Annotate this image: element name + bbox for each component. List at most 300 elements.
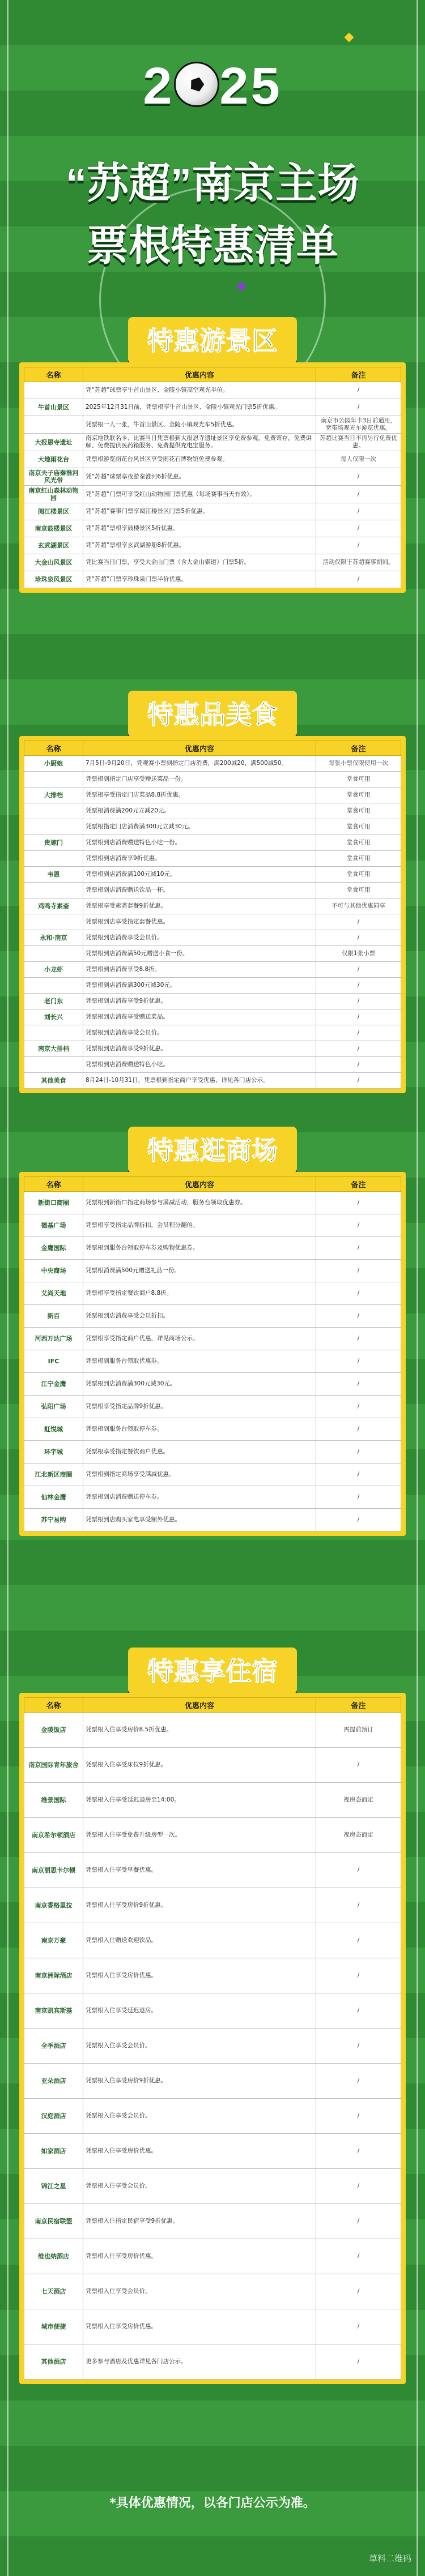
- row-note-cell: /: [316, 1192, 401, 1214]
- row-name-cell: 中央商场: [24, 1260, 83, 1282]
- row-offer-cell: 凭票根到店消费享受会员价。: [83, 930, 316, 946]
- row-name-cell: 阅江楼景区: [24, 503, 83, 520]
- row-note-cell: 不可与其他优惠同享: [316, 898, 401, 914]
- row-name-cell: 玄武湖景区: [24, 537, 83, 554]
- row-note-cell: /: [316, 1958, 401, 1993]
- row-offer-cell: 凭票根入住享受会员价。: [83, 2029, 316, 2064]
- row-name-cell: 大排档: [24, 788, 83, 803]
- table-row: [24, 994, 401, 1009]
- table-row: [24, 382, 401, 399]
- row-name-cell: 大金山风景区: [24, 554, 83, 571]
- row-offer-cell: 凭“苏超”球票享牛首山景区、金陵小镇高空观光半价。: [83, 382, 316, 399]
- hotel-table-wrap: [19, 1693, 406, 2384]
- row-name-cell: [24, 416, 83, 434]
- row-name-cell: [24, 851, 83, 867]
- col-offer-header: 优惠内容: [83, 367, 316, 382]
- table-row: [24, 486, 401, 503]
- row-note-cell: 每人仅限一次: [316, 451, 401, 468]
- row-offer-cell: 凭“苏超”票根享玄武湖游船8折优惠。: [83, 537, 316, 554]
- row-offer-cell: 凭票根到店消费满50元赠送小食一份。: [83, 946, 316, 962]
- table-row: [24, 914, 401, 930]
- row-offer-cell: 凭票根到店消费满300元减30元。: [83, 1373, 316, 1396]
- food-table-wrap: [19, 736, 406, 1093]
- row-note-cell: /: [316, 2169, 401, 2204]
- row-offer-cell: 凭票根到服务台领取停车券。: [83, 1418, 316, 1441]
- row-offer-cell: 凭票根到店消费赠送特色小吃一份。: [83, 835, 316, 851]
- row-name-cell: 刘长兴: [24, 1009, 83, 1025]
- table-row: [24, 1237, 401, 1260]
- row-name-cell: [24, 803, 83, 819]
- row-offer-cell: 凭票根入住享受房价优惠。: [83, 2134, 316, 2169]
- table-row: [24, 416, 401, 434]
- row-name-cell: 新百: [24, 1305, 83, 1328]
- table-row: [24, 1305, 401, 1328]
- hero-title-line1: “苏超”南京主场: [66, 160, 359, 207]
- row-name-cell: [24, 946, 83, 962]
- section-scenic-title: 特惠游景区: [128, 317, 297, 363]
- row-note-cell: /: [316, 962, 401, 978]
- row-name-cell: 南京香格里拉: [24, 1888, 83, 1923]
- row-note-cell: /: [316, 1025, 401, 1041]
- row-note-cell: /: [316, 2309, 401, 2344]
- table-row: [24, 930, 401, 946]
- table-row: [24, 819, 401, 835]
- row-name-cell: 苏宁易购: [24, 1509, 83, 1531]
- row-name-cell: 其他美食: [24, 1073, 83, 1089]
- section-scenic-head: [19, 317, 406, 363]
- table-row: [24, 867, 401, 883]
- table-row: [24, 1350, 401, 1373]
- row-note-cell: /: [316, 2239, 401, 2274]
- col-note-header: 备注: [316, 1698, 401, 1713]
- table-row: [24, 772, 401, 788]
- hero: [0, 0, 425, 317]
- row-note-cell: 活动仅限于苏超赛事期间。: [316, 554, 401, 571]
- row-offer-cell: 凭票根到店消费享受赠送菜品。: [83, 1009, 316, 1025]
- table-row: [24, 434, 401, 451]
- row-note-cell: 南京市公园年卡3日前通用，宽带场观光车游览优惠。: [316, 416, 401, 434]
- row-name-cell: 维也纳酒店: [24, 2239, 83, 2274]
- table-row: [24, 2169, 401, 2204]
- table-row: [24, 1328, 401, 1350]
- row-name-cell: [24, 914, 83, 930]
- row-offer-cell: 凭票根入住享受房价优惠。: [83, 2309, 316, 2344]
- section-food-head: [19, 691, 406, 737]
- row-name-cell: 南京大排档: [24, 1041, 83, 1057]
- row-note-cell: 堂食可用: [316, 819, 401, 835]
- row-note-cell: /: [316, 2099, 401, 2134]
- row-note-cell: /: [316, 1464, 401, 1486]
- row-note-cell: /: [316, 382, 401, 399]
- table-row: [24, 2239, 401, 2274]
- food-table: [24, 741, 401, 1089]
- row-offer-cell: 凭票根享受指定商户优惠，详见商场公示。: [83, 1328, 316, 1350]
- row-offer-cell: 凭票根到服务台领取优惠券。: [83, 1350, 316, 1373]
- table-row: [24, 1418, 401, 1441]
- row-offer-cell: 凭票根入住享受房价8.5折优惠。: [83, 1713, 316, 1748]
- table-row: [24, 2099, 401, 2134]
- row-offer-cell: 凭票根享受指定品牌折扣，会员积分翻倍。: [83, 1214, 316, 1237]
- row-offer-cell: 凭票根到店消费享受会员折扣。: [83, 1305, 316, 1328]
- field-sideline-left: [7, 0, 8, 2576]
- col-offer-header: 优惠内容: [83, 1177, 316, 1192]
- row-offer-cell: 凭票根享受素斋套餐9折优惠。: [83, 898, 316, 914]
- row-offer-cell: 凭票根到指定商场享受满减优惠。: [83, 1464, 316, 1486]
- table-row: [24, 1260, 401, 1282]
- table-row: [24, 1464, 401, 1486]
- row-note-cell: /: [316, 468, 401, 486]
- table-row: [24, 2274, 401, 2309]
- table-row: [24, 2064, 401, 2099]
- table-row: [24, 1748, 401, 1783]
- row-name-cell: 小龙虾: [24, 962, 83, 978]
- row-offer-cell: 凭票根到服务台领取停车券及购物优惠券。: [83, 1237, 316, 1260]
- row-note-cell: /: [316, 2274, 401, 2309]
- row-note-cell: /: [316, 1305, 401, 1328]
- row-offer-cell: 凭票根到店消费享9折优惠。: [83, 851, 316, 867]
- sparkle-icon: [345, 33, 354, 42]
- row-offer-cell: 凭“苏超”票根享鼓楼景区5折优惠。: [83, 520, 316, 537]
- row-name-cell: 亚朵酒店: [24, 2064, 83, 2099]
- shopping-table-wrap: [19, 1172, 406, 1536]
- table-row: [24, 962, 401, 978]
- col-name-header: 名称: [24, 1698, 83, 1713]
- row-note-cell: 需提前预订: [316, 1713, 401, 1748]
- row-offer-cell: 凭票根一人一张，牛首山景区、金陵小镇观光车5折优惠。: [83, 416, 316, 434]
- row-offer-cell: 凭票根享受指定餐饮商户优惠。: [83, 1441, 316, 1464]
- row-note-cell: 苏超比赛当日不再另行免费优惠。: [316, 434, 401, 451]
- row-offer-cell: 凭票根入住享受会员价。: [83, 2169, 316, 2204]
- row-name-cell: 锦江之星: [24, 2169, 83, 2204]
- row-note-cell: 堂食可用: [316, 883, 401, 898]
- table-row: [24, 1888, 401, 1923]
- row-offer-cell: 8月24日-10月31日，凭票根到指定商户享受优惠，详见各门店公示。: [83, 1073, 316, 1089]
- row-offer-cell: 凭票根到店消费赠送饮品一杯。: [83, 883, 316, 898]
- row-name-cell: [24, 978, 83, 994]
- row-note-cell: /: [316, 1486, 401, 1509]
- row-offer-cell: 凭票根到店消费享受9折优惠。: [83, 1041, 316, 1057]
- table-row: [24, 1025, 401, 1041]
- row-offer-cell: 凭票根入住享受免费升级房型一次。: [83, 1818, 316, 1853]
- row-note-cell: /: [316, 1260, 401, 1282]
- table-row: [24, 803, 401, 819]
- table-row: [24, 1192, 401, 1214]
- table-row: [24, 1073, 401, 1089]
- table-row: [24, 946, 401, 962]
- row-note-cell: /: [316, 1853, 401, 1888]
- row-offer-cell: 凭票根到店消费享受8.8折。: [83, 962, 316, 978]
- row-note-cell: 视房态而定: [316, 1783, 401, 1818]
- row-offer-cell: 凭票根入住指定民宿享受9折优惠。: [83, 2204, 316, 2239]
- section-food-title: 特惠品美食: [128, 691, 297, 737]
- row-offer-cell: 凭票根入住赠送欢迎饮品。: [83, 1923, 316, 1958]
- table-row: [24, 554, 401, 571]
- scenic-table-wrap: [19, 362, 406, 593]
- row-name-cell: 南京希尔顿酒店: [24, 1818, 83, 1853]
- row-name-cell: 江宁金鹰: [24, 1373, 83, 1396]
- table-row: [24, 1282, 401, 1305]
- row-note-cell: /: [316, 994, 401, 1009]
- table-row: [24, 1009, 401, 1025]
- row-name-cell: 牛首山景区: [24, 399, 83, 416]
- row-note-cell: /: [316, 930, 401, 946]
- table-row: [24, 1853, 401, 1888]
- row-name-cell: 南京国际青年旅舍: [24, 1748, 83, 1783]
- row-offer-cell: 更多参与酒店及优惠详见各门店公示。: [83, 2344, 316, 2380]
- table-row: [24, 1958, 401, 1993]
- sparkle-icon: [237, 282, 246, 292]
- col-name-header: 名称: [24, 367, 83, 382]
- table-row: [24, 1509, 401, 1531]
- row-note-cell: /: [316, 399, 401, 416]
- row-note-cell: /: [316, 1073, 401, 1089]
- year-digit: 2: [143, 57, 175, 115]
- row-name-cell: 艾尚天地: [24, 1282, 83, 1305]
- row-note-cell: /: [316, 1350, 401, 1373]
- table-row: [24, 2204, 401, 2239]
- row-offer-cell: 凭票根到指定门店享受赠送菜品一份。: [83, 772, 316, 788]
- year-digits: 25: [219, 57, 282, 115]
- row-offer-cell: 凭票根入住享受会员价。: [83, 2274, 316, 2309]
- col-offer-header: 优惠内容: [83, 1698, 316, 1713]
- row-note-cell: /: [316, 1418, 401, 1441]
- row-offer-cell: 南京地铁联名卡、比赛当日凭票根到大报恩寺遗址景区享免费参观，免费寄存，免费讲解、免费提供医药箱服务、免费提供充电宝服务。: [83, 434, 316, 451]
- watermark: 草料二维码: [368, 2553, 411, 2564]
- row-name-cell: 七天酒店: [24, 2274, 83, 2309]
- row-name-cell: [24, 382, 83, 399]
- row-offer-cell: 凭票根入住享受会员价。: [83, 2099, 316, 2134]
- row-offer-cell: 凭比赛当日门票，享受大金山门票（含大金山索道）门票5折。: [83, 554, 316, 571]
- table-row: [24, 1993, 401, 2029]
- footer-note: *具体优惠情况，以各门店公示为准。: [109, 2496, 316, 2510]
- row-offer-cell: 凭“苏超”球票享夜游秦淮河6折优惠。: [83, 468, 316, 486]
- table-row: [24, 883, 401, 898]
- table-row: [24, 1441, 401, 1464]
- row-note-cell: /: [316, 503, 401, 520]
- col-name-header: 名称: [24, 741, 83, 756]
- row-name-cell: 大地雨花台: [24, 451, 83, 468]
- row-offer-cell: 凭票根到店消费赠送停车券。: [83, 1486, 316, 1509]
- row-offer-cell: 凭“苏超”赛事门票享阅江楼景区门票5折优惠。: [83, 503, 316, 520]
- row-note-cell: /: [316, 1441, 401, 1464]
- table-row: [24, 537, 401, 554]
- row-note-cell: /: [316, 1993, 401, 2029]
- row-offer-cell: 凭票根指定门店消费满300元立减30元。: [83, 819, 316, 835]
- row-note-cell: /: [316, 1748, 401, 1783]
- row-note-cell: /: [316, 1373, 401, 1396]
- section-shopping-head: [19, 1127, 406, 1173]
- row-note-cell: 堂食可用: [316, 835, 401, 851]
- row-name-cell: [24, 1025, 83, 1041]
- row-offer-cell: 凭票根享受指定品牌9折优惠。: [83, 1396, 316, 1418]
- row-note-cell: /: [316, 1509, 401, 1531]
- row-name-cell: 新街口商圈: [24, 1192, 83, 1214]
- row-note-cell: /: [316, 486, 401, 503]
- row-offer-cell: 凭票根入住享受房价优惠。: [83, 1958, 316, 1993]
- row-note-cell: /: [316, 2204, 401, 2239]
- table-row: [24, 898, 401, 914]
- row-name-cell: 弘阳广场: [24, 1396, 83, 1418]
- row-offer-cell: 凭票根入住享受房价9折优惠。: [83, 2064, 316, 2099]
- row-offer-cell: 凭“苏超”门票享珍珠泉门票半价优惠。: [83, 571, 316, 588]
- table-row: [24, 1783, 401, 1818]
- table-row: [24, 2344, 401, 2380]
- table-row: [24, 571, 401, 588]
- table-row: [24, 1396, 401, 1418]
- row-note-cell: /: [316, 1009, 401, 1025]
- row-name-cell: 环宇城: [24, 1441, 83, 1464]
- row-offer-cell: 凭票根到店享受指定套餐优惠。: [83, 914, 316, 930]
- row-offer-cell: 凭票根到新街口指定商场参与满减活动，服务台领取优惠券。: [83, 1192, 316, 1214]
- row-name-cell: 南京丽思卡尔顿: [24, 1853, 83, 1888]
- row-note-cell: /: [316, 1396, 401, 1418]
- row-note-cell: /: [316, 1041, 401, 1057]
- row-name-cell: 贵施门: [24, 835, 83, 851]
- row-name-cell: 南京鼓楼景区: [24, 520, 83, 537]
- table-row: [24, 1486, 401, 1509]
- table-row: [24, 399, 401, 416]
- row-note-cell: 堂食可用: [316, 867, 401, 883]
- row-note-cell: /: [316, 2134, 401, 2169]
- row-offer-cell: 凭票根到店消费满100元减10元。: [83, 867, 316, 883]
- row-name-cell: 金陵饭店: [24, 1713, 83, 1748]
- table-row: [24, 1923, 401, 1958]
- row-note-cell: 堂食可用: [316, 851, 401, 867]
- row-note-cell: /: [316, 520, 401, 537]
- row-name-cell: 全季酒店: [24, 2029, 83, 2064]
- row-note-cell: 视房态而定: [316, 1818, 401, 1853]
- row-offer-cell: 凭票根入住享受房价9折优惠。: [83, 1888, 316, 1923]
- row-name-cell: 南京民宿联盟: [24, 2204, 83, 2239]
- row-offer-cell: 7月5日-9月20日，凭观赛小票到指定门店消费，满200减20，满500减50。: [83, 756, 316, 772]
- hero-year: [0, 57, 425, 116]
- row-offer-cell: 凭票根入住享受延迟退房。: [83, 1993, 316, 2029]
- row-note-cell: 堂食可用: [316, 803, 401, 819]
- row-name-cell: 其他酒店: [24, 2344, 83, 2380]
- shopping-table: [24, 1176, 401, 1531]
- row-name-cell: 德基广场: [24, 1214, 83, 1237]
- row-name-cell: 河西万达广场: [24, 1328, 83, 1350]
- row-name-cell: 老门东: [24, 994, 83, 1009]
- row-note-cell: /: [316, 537, 401, 554]
- field-sideline-right: [416, 0, 418, 2576]
- row-name-cell: 南京洲际酒店: [24, 1958, 83, 1993]
- row-offer-cell: 2025年12月31日前，凭票根享牛首山景区、金陵小镇观光门票5折优惠。: [83, 399, 316, 416]
- row-name-cell: 南京红山森林动物园: [24, 486, 83, 503]
- table-row: [24, 1041, 401, 1057]
- row-offer-cell: 凭票根享受指定门店菜品8.8折优惠。: [83, 788, 316, 803]
- row-name-cell: [24, 819, 83, 835]
- table-row: [24, 503, 401, 520]
- row-name-cell: 大报恩寺遗址: [24, 434, 83, 451]
- row-offer-cell: 凭票根到店消费满300元减30元。: [83, 978, 316, 994]
- row-offer-cell: 凭票根到店购买家电享受额外优惠。: [83, 1509, 316, 1531]
- row-name-cell: 汉庭酒店: [24, 2099, 83, 2134]
- col-note-header: 备注: [316, 741, 401, 756]
- row-name-cell: IFC: [24, 1350, 83, 1373]
- row-note-cell: 堂食可用: [316, 788, 401, 803]
- row-offer-cell: 凭票根游览雨花台风景区享受雨花石博物馆免费参观。: [83, 451, 316, 468]
- row-offer-cell: 凭票根入住享受延迟退房至14:00。: [83, 1783, 316, 1818]
- row-offer-cell: 凭票根入住享受床位9折优惠。: [83, 1748, 316, 1783]
- row-name-cell: 珍珠泉风景区: [24, 571, 83, 588]
- row-name-cell: 维景国际: [24, 1783, 83, 1818]
- hotel-table: [24, 1697, 401, 2380]
- section-hotel-head: [19, 1648, 406, 1694]
- row-note-cell: 堂食可用: [316, 772, 401, 788]
- row-name-cell: 仙林金鹰: [24, 1486, 83, 1509]
- row-note-cell: /: [316, 1237, 401, 1260]
- table-row: [24, 2029, 401, 2064]
- row-name-cell: 金鹰国际: [24, 1237, 83, 1260]
- row-name-cell: 城市便捷: [24, 2309, 83, 2344]
- row-name-cell: 韦恩: [24, 867, 83, 883]
- col-name-header: 名称: [24, 1177, 83, 1192]
- row-offer-cell: 凭票根到店消费赠送特色小吃。: [83, 1057, 316, 1073]
- table-row: [24, 1713, 401, 1748]
- row-name-cell: 永和·南京: [24, 930, 83, 946]
- hero-title-line2: 票根特惠清单: [87, 222, 338, 269]
- football-icon: [174, 62, 219, 107]
- row-note-cell: 仅限1张小票: [316, 946, 401, 962]
- table-row: [24, 520, 401, 537]
- table-row: [24, 2309, 401, 2344]
- row-offer-cell: 凭“苏超”门票可享受红山动物园门票优惠（每场赛事当天有效）。: [83, 486, 316, 503]
- table-row: [24, 1214, 401, 1237]
- row-note-cell: 每张小票仅限使用一次: [316, 756, 401, 772]
- row-note-cell: /: [316, 2064, 401, 2099]
- row-note-cell: /: [316, 1282, 401, 1305]
- table-row: [24, 451, 401, 468]
- row-note-cell: /: [316, 2344, 401, 2380]
- row-offer-cell: 凭票根到店消费享受9折优惠。: [83, 994, 316, 1009]
- row-name-cell: 小厨娘: [24, 756, 83, 772]
- row-note-cell: /: [316, 1923, 401, 1958]
- table-row: [24, 756, 401, 772]
- row-name-cell: 南京万豪: [24, 1923, 83, 1958]
- row-name-cell: 虹悦城: [24, 1418, 83, 1441]
- row-offer-cell: 凭票根享受指定餐饮商户8.8折。: [83, 1282, 316, 1305]
- row-name-cell: 鸡鸣寺素斋: [24, 898, 83, 914]
- table-row: [24, 468, 401, 486]
- col-note-header: 备注: [316, 1177, 401, 1192]
- table-row: [24, 1373, 401, 1396]
- row-offer-cell: 凭票根入住享受早餐优惠。: [83, 1853, 316, 1888]
- row-note-cell: /: [316, 2029, 401, 2064]
- row-note-cell: /: [316, 1214, 401, 1237]
- row-offer-cell: 凭票根到店消费享受会员价。: [83, 1025, 316, 1041]
- row-name-cell: [24, 883, 83, 898]
- row-note-cell: /: [316, 1057, 401, 1073]
- scenic-table: [24, 367, 401, 588]
- table-row: [24, 851, 401, 867]
- row-offer-cell: 凭票根消费满500元赠送礼品一份。: [83, 1260, 316, 1282]
- row-note-cell: /: [316, 571, 401, 588]
- table-row: [24, 978, 401, 994]
- row-offer-cell: 凭票根消费满200元立减20元。: [83, 803, 316, 819]
- row-name-cell: 如家酒店: [24, 2134, 83, 2169]
- row-note-cell: /: [316, 1888, 401, 1923]
- table-row: [24, 1818, 401, 1853]
- section-hotel-title: 特惠享住宿: [128, 1648, 297, 1694]
- section-shopping-title: 特惠逛商场: [128, 1127, 297, 1173]
- table-row: [24, 835, 401, 851]
- row-name-cell: [24, 1057, 83, 1073]
- table-row: [24, 2134, 401, 2169]
- row-offer-cell: 凭票根入住享受房价优惠。: [83, 2239, 316, 2274]
- table-row: [24, 788, 401, 803]
- row-name-cell: 南京凯宾斯基: [24, 1993, 83, 2029]
